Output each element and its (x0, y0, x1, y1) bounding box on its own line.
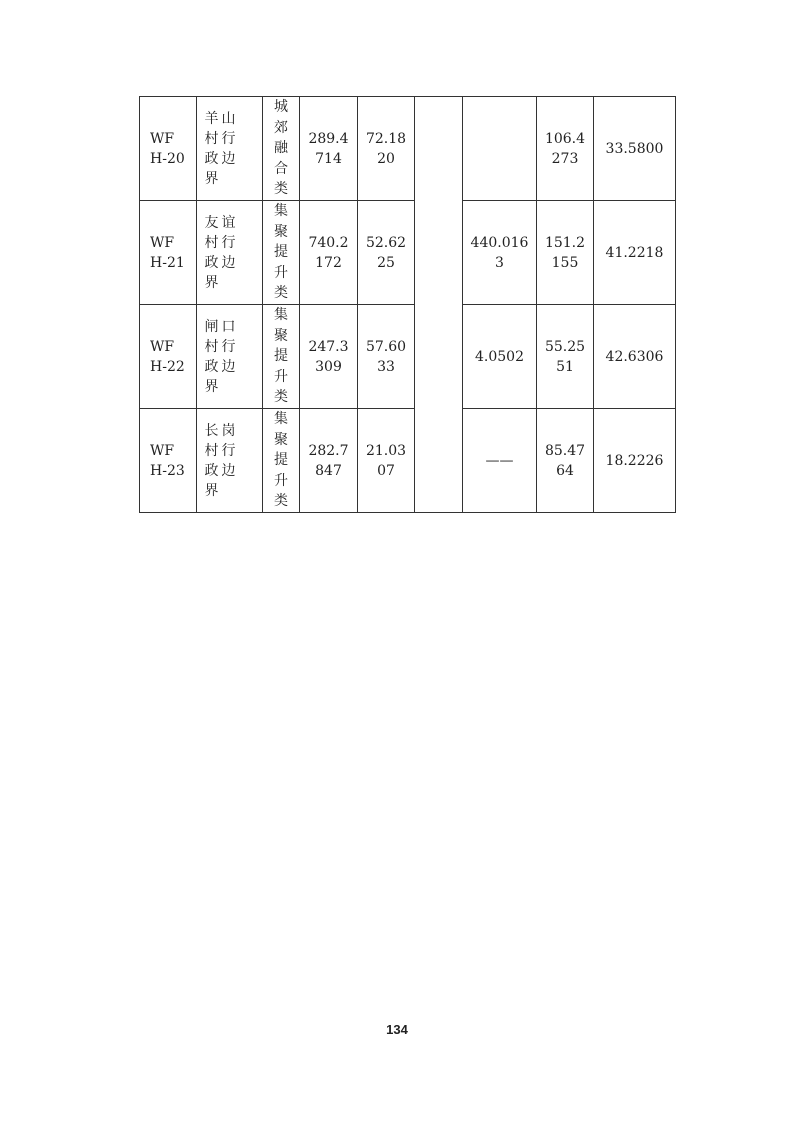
cell-value: 151.2155 (537, 201, 594, 305)
cell-id: WFH-23 (140, 409, 197, 513)
cell-value: 72.1820 (358, 97, 415, 201)
cell-value: 740.2172 (300, 201, 358, 305)
cell-value: 41.2218 (594, 201, 676, 305)
cell-value: 42.6306 (594, 305, 676, 409)
cell-value: 52.6225 (358, 201, 415, 305)
cell-value: 106.4273 (537, 97, 594, 201)
cell-value: 85.4764 (537, 409, 594, 513)
table-row (140, 305, 676, 409)
cell-value: 4.0502 (463, 305, 537, 409)
cell-name: 闸口村行政边界 (197, 305, 263, 409)
cell-value (463, 97, 537, 201)
cell-value: —— (463, 409, 537, 513)
cell-name: 友谊村行政边界 (197, 201, 263, 305)
cell-type: 集聚提升类 (263, 201, 300, 305)
page-number: 134 (386, 1022, 408, 1037)
data-table (139, 96, 676, 513)
table-row (140, 409, 676, 513)
cell-type: 集聚提升类 (263, 305, 300, 409)
cell-name: 羊山村行政边界 (197, 97, 263, 201)
cell-type: 集聚提升类 (263, 409, 300, 513)
cell-id: WFH-21 (140, 201, 197, 305)
cell-value: 18.2226 (594, 409, 676, 513)
cell-value: 21.0307 (358, 409, 415, 513)
cell-value: 289.4714 (300, 97, 358, 201)
cell-value: 247.3309 (300, 305, 358, 409)
cell-name: 长岗村行政边界 (197, 409, 263, 513)
cell-value: 440.0163 (463, 201, 537, 305)
cell-merged (415, 97, 463, 513)
cell-value: 57.6033 (358, 305, 415, 409)
cell-value: 33.5800 (594, 97, 676, 201)
cell-id: WFH-22 (140, 305, 197, 409)
table-row (140, 201, 676, 305)
cell-value: 55.2551 (537, 305, 594, 409)
cell-id: WFH-20 (140, 97, 197, 201)
cell-value: 282.7847 (300, 409, 358, 513)
table-row (140, 97, 676, 201)
cell-type: 城郊融合类 (263, 97, 300, 201)
